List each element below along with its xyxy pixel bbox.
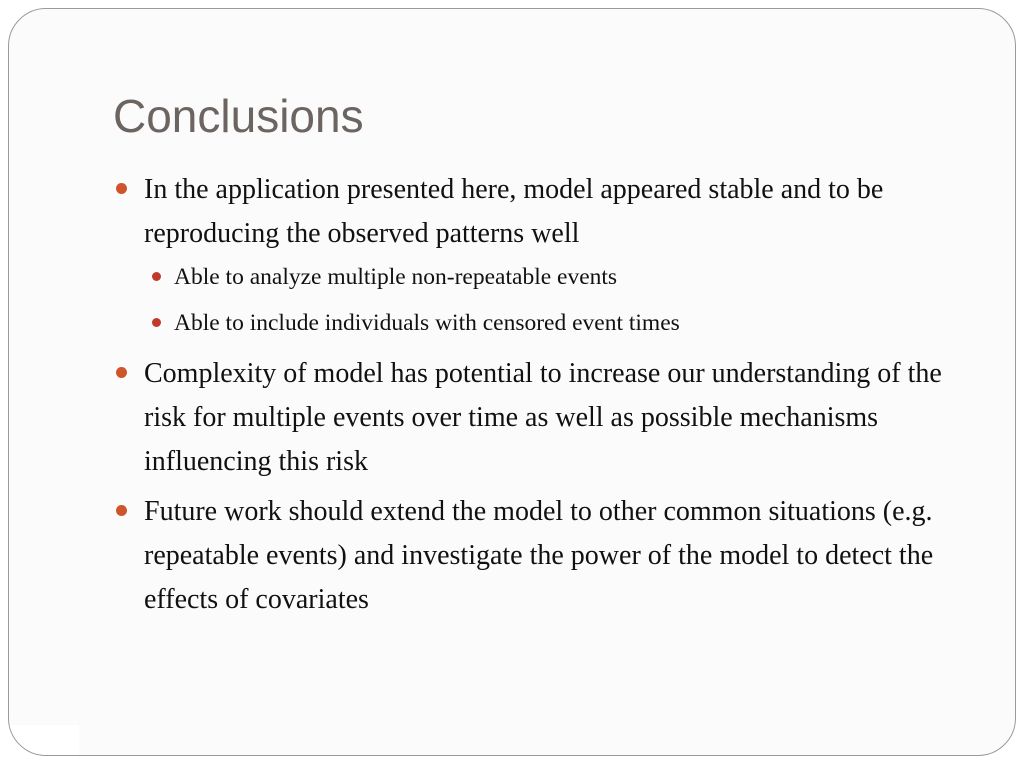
subbullet-text: Able to analyze multiple non-repeatable events: [174, 264, 618, 290]
slide-body: [114, 168, 964, 628]
subbullet-dot-icon: [152, 272, 161, 281]
bullet-item: [114, 490, 964, 622]
subbullet-text: Able to include individuals with censored event times: [174, 310, 680, 336]
bullet-item: [114, 352, 964, 484]
bullet-dot-icon: [116, 505, 127, 516]
subbullet-item: [114, 260, 964, 294]
bullet-item: [114, 168, 964, 256]
bullet-dot-icon: [116, 183, 127, 194]
subbullet-item: [114, 306, 964, 340]
bullet-dot-icon: [116, 367, 127, 378]
frame-notch: [9, 725, 79, 755]
slide-title: Conclusions: [113, 90, 364, 142]
bullet-text: In the application presented here, model appeared stable and to be reproducing the observed patterns well: [144, 174, 884, 249]
bullet-text: Complexity of model has potential to increase our understanding of the risk for multiple events over time as well as possible mechanisms influencing this risk: [144, 358, 942, 477]
bullet-text: Future work should extend the model to other common situations (e.g. repeatable events) and investigate the power of the model to detect the effects of covariates: [144, 496, 934, 615]
subbullet-dot-icon: [152, 318, 161, 327]
